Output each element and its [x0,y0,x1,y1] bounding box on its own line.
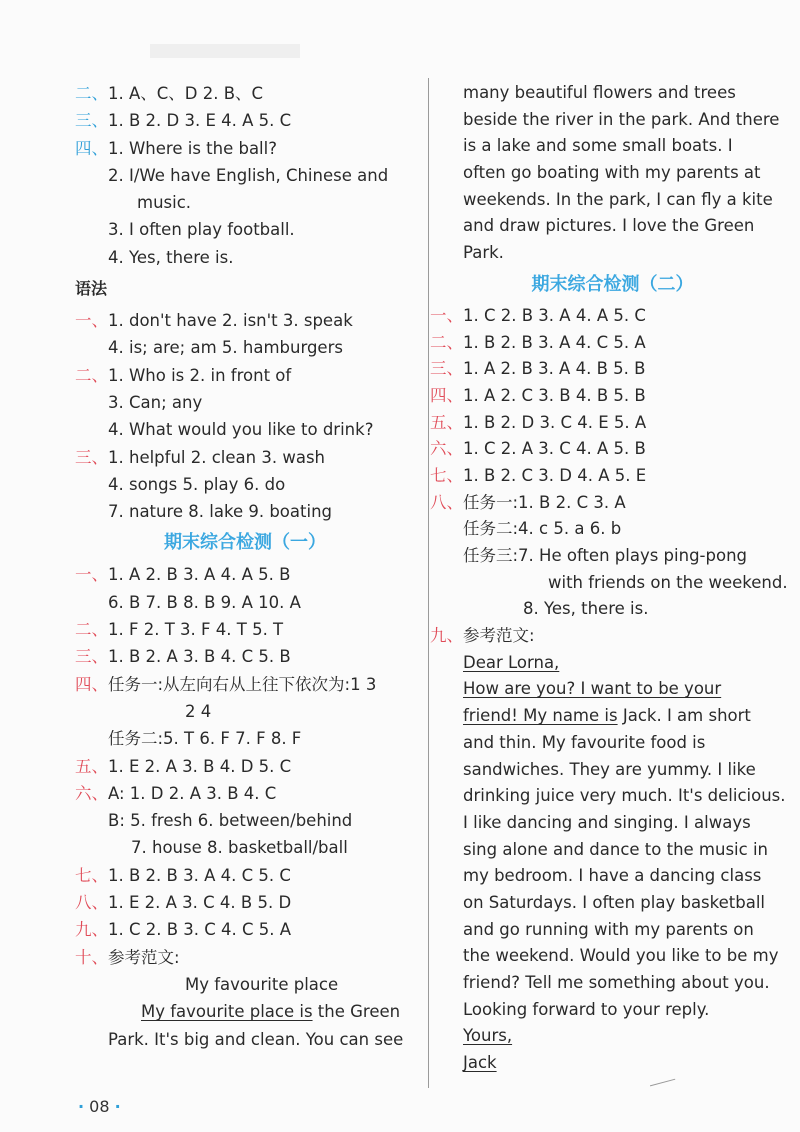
essay-line: Park. [463,243,504,263]
letter-closing: Yours, [463,1026,513,1046]
letter-line: drinking juice very much. It's delicious. [463,786,786,806]
answer-line: 8. Yes, there is. [523,599,649,619]
answer-line: 六、A: 1. D 2. A 3. B 4. C [75,783,277,803]
answer-line: 二、1. A、C、D 2. B、C [75,84,264,103]
faded-header-strip [150,44,300,58]
answer-line: 二、1. F 2. T 3. F 4. T 5. T [75,620,284,640]
right-column [430,80,788,1077]
essay-line: many beautiful flowers and trees [463,83,736,102]
answer-line: 五、1. E 2. A 3. B 4. D 5. C [75,756,292,776]
letter-line: on Saturdays. I often play basketball [463,892,765,912]
answer-line: music. [137,193,192,213]
pen-mark [650,1079,676,1090]
answer-line: 任务二:4. c 5. a 6. b [463,519,622,539]
letter-line: Looking forward to your reply. [463,999,710,1019]
answer-line: 任务二:5. T 6. F 7. F 8. F [108,729,302,749]
letter-line: and go running with my parents on [463,919,754,939]
letter-line: and thin. My favourite food is [463,732,706,752]
answer-line: with friends on the weekend. [548,572,788,592]
letter-line: How are you? I want to be your [463,679,722,699]
essay-line: My favourite place is the Green [141,1002,401,1022]
answer-line: 二、1. Who is 2. in front of [75,365,292,385]
essay-line: Park. It's big and clean. You can see [108,1029,404,1049]
letter-line: the weekend. Would you like to be my [463,946,779,966]
answer-line: 八、任务一:1. B 2. C 3. A [430,492,626,512]
answer-line: 任务三:7. He often plays ping-pong [463,546,748,565]
letter-line: I like dancing and singing. I always [463,812,751,832]
answer-line: 2 4 [185,701,212,721]
answer-line: 五、1. B 2. D 3. C 4. E 5. A [430,412,647,432]
answer-line: 九、1. C 2. B 3. C 4. C 5. A [75,920,292,940]
essay-line: beside the river in the park. And there [463,109,780,129]
answer-line: 七、1. B 2. B 3. A 4. C 5. C [75,865,291,885]
answer-line: 一、1. A 2. B 3. A 4. A 5. B [75,565,291,585]
answer-line: 四、任务一:从左向右从上往下依次为:1 3 [75,674,377,694]
column-divider [428,78,429,1088]
essay-line: often go boating with my parents at [463,163,761,183]
answer-line: 八、1. E 2. A 3. C 4. B 5. D [75,893,292,913]
answer-line: 一、1. C 2. B 3. A 4. A 5. C [430,305,646,325]
answer-line: 4. Yes, there is. [108,247,234,267]
essay-line: is a lake and some small boats. I [463,136,733,156]
letter-line: my bedroom. I have a dancing class [463,866,762,886]
answer-line: 4. is; are; am 5. hamburgers [108,338,343,358]
answer-line: 十、参考范文: [75,947,180,967]
answer-line: 4. songs 5. play 6. do [108,474,286,494]
answer-line: 6. B 7. B 8. B 9. A 10. A [108,592,301,612]
essay-line: weekends. In the park, I can fly a kite [463,189,773,209]
answer-line: 七、1. B 2. C 3. D 4. A 5. E [430,465,647,485]
answer-line: 三、1. A 2. B 3. A 4. B 5. B [430,359,646,379]
grammar-heading: 语法 [75,279,108,299]
letter-line: friend? Tell me something about you. [463,973,770,992]
answer-line: 3. I often play football. [108,220,295,240]
answer-line: 3. Can; any [108,392,203,412]
dot-icon: · [78,1097,85,1116]
letter-signature: Jack [463,1053,497,1073]
answer-line: 四、1. Where is the ball? [75,138,277,158]
answer-line: 一、1. don't have 2. isn't 3. speak [75,311,353,331]
left-column [75,80,415,1053]
answer-line: 三、1. helpful 2. clean 3. wash [75,447,326,467]
essay-line: and draw pictures. I love the Green [463,216,755,236]
section-title-final-test-1: 期末综合检测（一） [164,532,326,554]
answer-line: 7. house 8. basketball/ball [131,838,348,858]
answer-line: 三、1. B 2. D 3. E 4. A 5. C [75,111,292,131]
answer-line: 六、1. C 2. A 3. C 4. A 5. B [430,439,646,459]
answer-line: B: 5. fresh 6. between/behind [108,811,353,831]
letter-line: sandwiches. They are yummy. I like [463,759,756,779]
section-title-final-test-2: 期末综合检测（二） [531,273,694,295]
answer-line: 四、1. A 2. C 3. B 4. B 5. B [430,385,646,405]
essay-title: My favourite place [185,974,339,994]
letter-line: sing alone and dance to the music in [463,839,769,859]
letter-greeting: Dear Lorna, [463,652,560,672]
dot-icon: · [114,1097,121,1116]
answer-line: 九、参考范文: [430,626,535,646]
answer-line: 三、1. B 2. A 3. B 4. C 5. B [75,647,291,667]
answer-line: 4. What would you like to drink? [108,420,374,440]
letter-line: friend! My name is Jack. I am short [463,706,751,726]
answer-line: 二、1. B 2. B 3. A 4. C 5. A [430,332,646,352]
answer-line: 7. nature 8. lake 9. boating [108,502,332,522]
answer-line: 2. I/We have English, Chinese and [108,165,389,185]
page-number: · 08 · [78,1097,121,1116]
